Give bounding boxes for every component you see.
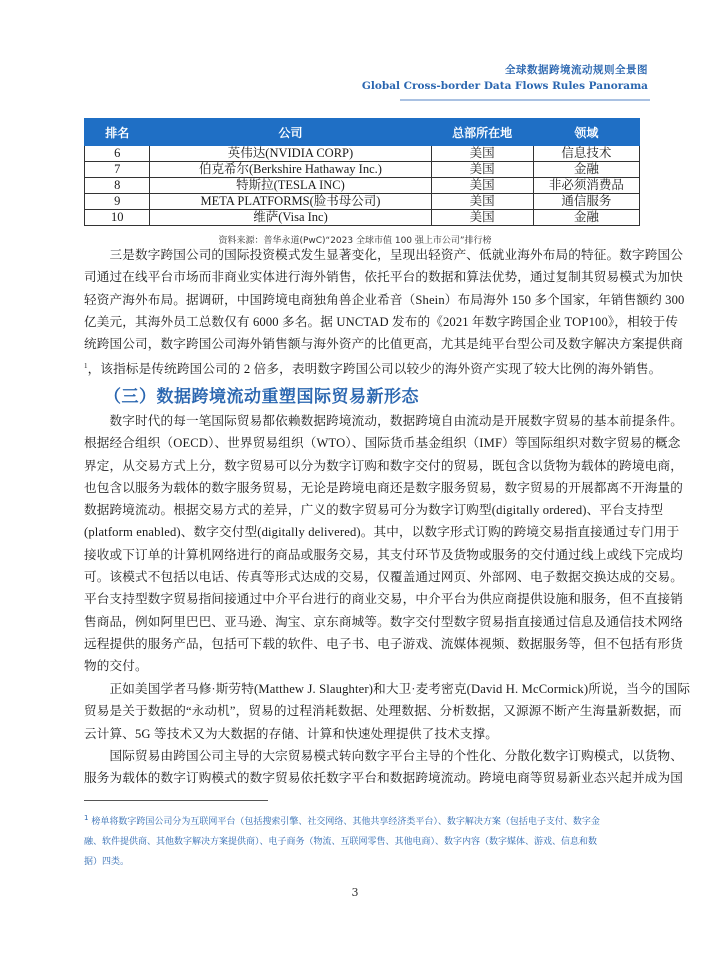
section-heading: （三）数据跨境流动重塑国际贸易新形态 — [104, 387, 419, 407]
cell-hq: 美国 — [431, 178, 533, 194]
cell-company: 维萨(Visa Inc) — [150, 210, 431, 226]
cell-field: 通信服务 — [533, 194, 639, 210]
text-line: 云计算、5G 等技术又为大数据的存储、计算和快速处理提供了技术支撑。 — [84, 726, 499, 741]
cell-company: 特斯拉(TESLA INC) — [150, 178, 431, 194]
text-line: (platform enabled)、数字交付型(digitally delivered)。其中，以数字形式订购的跨境交易指直接通过专门用于 — [84, 525, 680, 540]
text-line: 服务为载体的数字订购模式的数字贸易依托数字平台和数据跨境流动。跨境电商等贸易新业态兴起并成为国 — [84, 771, 683, 786]
paragraph-trade-model-shift — [84, 745, 683, 790]
column-header-hq: 总部所在地 — [431, 119, 533, 146]
cell-rank: 7 — [85, 162, 150, 178]
paragraph-perpetual-engine — [84, 678, 691, 745]
text-line: 售商品，例如阿里巴巴、亚马逊、淘宝、京东商城等。数字交付型数字贸易指直接通过信息及通信技术网络 — [84, 614, 683, 629]
cell-rank: 9 — [85, 194, 150, 210]
text-line: 远程提供的服务产品，包括可下载的软件、电子书、电子游戏、流媒体视频、数据服务等，但不包括有形货 — [84, 636, 683, 651]
cell-field: 金融 — [533, 210, 639, 226]
footnote-line — [84, 808, 640, 832]
column-header-field: 领域 — [533, 119, 639, 146]
text-line: 统跨国公司，数字跨国公司海外销售额与海外资产的比值更高，尤其是纯平台型公司及数字解决方案提供商 — [84, 337, 683, 352]
paragraph-investment-model — [84, 244, 685, 381]
text-line: 正如美国学者马修·斯劳特(Matthew J. Slaughter)和大卫·麦考密克(David H. McCormick)所说，当今的国际 — [84, 682, 691, 696]
column-header-rank: 排名 — [85, 119, 150, 146]
footnote-line: 据）四类。 — [84, 857, 130, 867]
header-divider — [400, 99, 650, 101]
cell-company: 英伟达(NVIDIA CORP) — [150, 146, 431, 162]
cell-rank: 6 — [85, 146, 150, 162]
cell-field: 非必须消费品 — [533, 178, 639, 194]
cell-company: META PLATFORMS(脸书母公司) — [150, 194, 431, 210]
ranking-table — [84, 118, 640, 226]
text-line: 亿美元，其海外员工总数仅有 6000 多名。据 UNCTAD 发布的《2021 年数字跨国企业 TOP100》，相较于传 — [84, 314, 679, 329]
cell-field: 金融 — [533, 162, 639, 178]
footnote-divider — [84, 800, 268, 801]
table-row — [85, 210, 640, 226]
text-line: 贸易是关于数据的“永动机”，贸易的过程消耗数据、处理数据、分析数据，又源源不断产生海量新数据，而 — [84, 704, 682, 719]
cell-field: 信息技术 — [533, 146, 639, 162]
text-line: 数字时代的每一笔国际贸易都依赖数据跨境流动，数据跨境自由流动是开展数字贸易的基本前提条件。 — [84, 414, 683, 428]
text-line: ，该指标是传统跨国公司的 2 倍多，表明数字跨国公司以较少的海外资产实现了较大比例的海外销售。 — [87, 362, 662, 377]
paragraph-digital-trade — [84, 410, 683, 678]
table-header-row — [85, 119, 640, 146]
footnote-reference[interactable]: 1 — [84, 362, 88, 371]
text-line: 数据跨境流动。根据交易方式的差异，广义的数字贸易可分为数字订购型(digitally ordered)、平台支持型 — [84, 503, 664, 518]
cell-rank: 8 — [85, 178, 150, 194]
cell-hq: 美国 — [431, 146, 533, 162]
page-number: 3 — [351, 886, 359, 899]
text-line: 平台支持型数字贸易指间接通过中介平台进行的商业交易，中介平台为供应商提供设施和服务，但不直接销 — [84, 592, 683, 607]
cell-company: 伯克希尔(Berkshire Hathaway Inc.) — [150, 162, 431, 178]
text-line: 物的交付。 — [84, 659, 148, 674]
table-row — [85, 162, 640, 178]
footnote-text: 榜单将数字跨国公司分为互联网平台（包括搜索引擎、社交网络、其他共享经济类平台）、数字解决方案（包括电子支付、数字金 — [88, 817, 600, 827]
text-line: 也包含以服务为载体的数字服务贸易，无论是跨境电商还是数字服务贸易，数字贸易的开展都离不开海量的 — [84, 480, 683, 495]
text-line: 司通过在线平台市场而非商业实体进行海外销售，依托平台的数据和算法优势，通过复制其贸易模式为加快 — [84, 270, 683, 285]
text-line: 接收或下订单的计算机网络进行的商品或服务交易，其支付环节及货物或服务的交付通过线上或线下完成均 — [84, 547, 683, 562]
text-line: 三是数字跨国公司的国际投资模式发生显著变化，呈现出轻资产、低就业海外布局的特征。数字跨国公 — [84, 248, 683, 262]
cell-hq: 美国 — [431, 194, 533, 210]
text-line: 可。该模式不包括以电话、传真等形式达成的交易，仅覆盖通过网页、外部网、电子数据交换达成的交易。 — [84, 570, 683, 585]
footnote — [84, 808, 640, 872]
cell-hq: 美国 — [431, 210, 533, 226]
header-title-en: Global Cross-border Data Flows Rules Panorama — [361, 80, 648, 92]
table-row — [85, 146, 640, 162]
cell-hq: 美国 — [431, 162, 533, 178]
text-line: 界定，从交易方式上分，数字贸易可以分为数字订购和数字交付的贸易，既包含以货物为载体的跨境电商， — [84, 458, 683, 473]
column-header-company: 公司 — [150, 119, 431, 146]
footnote-line: 融、软件提供商、其他数字解决方案提供商）、电子商务（物流、互联网零售、其他电商）、数字内容（数字媒体、游戏、信息和数 — [84, 837, 598, 847]
table-source-caption: 资料来源：普华永道(PwC)“2023 全球市值 100 强上市公司”排行榜 — [218, 236, 492, 246]
header-title-cn: 全球数据跨境流动规则全景图 — [505, 64, 648, 76]
table-row — [85, 194, 640, 210]
text-line: 轻资产海外布局。据调研，中国跨境电商独角兽企业希音（Shein）布局海外 150 多个国家，年销售额约 300 — [84, 292, 685, 307]
text-line-with-footnote — [84, 355, 662, 380]
cell-rank: 10 — [85, 210, 150, 226]
text-line: 根据经合组织（OECD）、世界贸易组织（WTO）、国际货币基金组织（IMF）等国际组织对数字贸易的概念 — [84, 436, 681, 451]
text-line: 国际贸易由跨国公司主导的大宗贸易模式转向数字平台主导的个性化、分散化数字订购模式，以货物、 — [84, 749, 683, 763]
footnote-marker: 1 — [84, 814, 89, 822]
table-row — [85, 178, 640, 194]
